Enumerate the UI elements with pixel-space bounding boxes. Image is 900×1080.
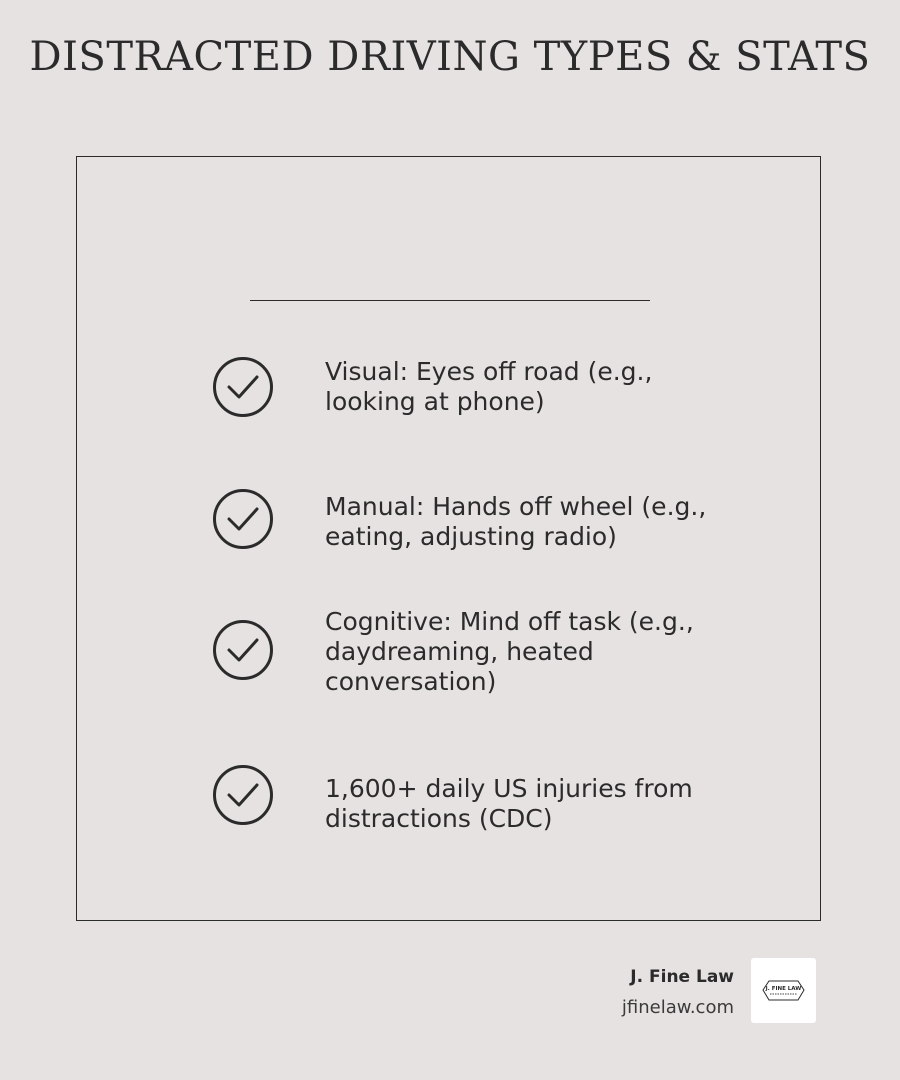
brand-logo (751, 958, 816, 1023)
check-circle-icon (212, 356, 274, 418)
check-circle-icon (212, 764, 274, 826)
check-circle-icon (212, 488, 274, 550)
brand-url[interactable]: jfinelaw.com (621, 997, 734, 1018)
logo-emblem-icon (751, 958, 816, 1023)
list-item-label: 1,600+ daily US injuries from distractions (CDC) (325, 774, 693, 833)
brand-block (622, 964, 734, 1026)
page-title: DISTRACTED DRIVING TYPES & STATS (29, 34, 871, 80)
list-item-label: Manual: Hands off wheel (e.g., eating, adjusting radio) (325, 492, 707, 551)
list-item-label: Visual: Eyes off road (e.g., looking at phone) (325, 357, 653, 416)
check-circle-icon (212, 619, 274, 681)
logo-text: J. FINE LAW (765, 986, 802, 992)
list-item-label: Cognitive: Mind off task (e.g., daydreaming, heated conversation) (325, 607, 694, 696)
section-divider (250, 300, 650, 301)
brand-name: J. Fine Law (630, 967, 734, 987)
